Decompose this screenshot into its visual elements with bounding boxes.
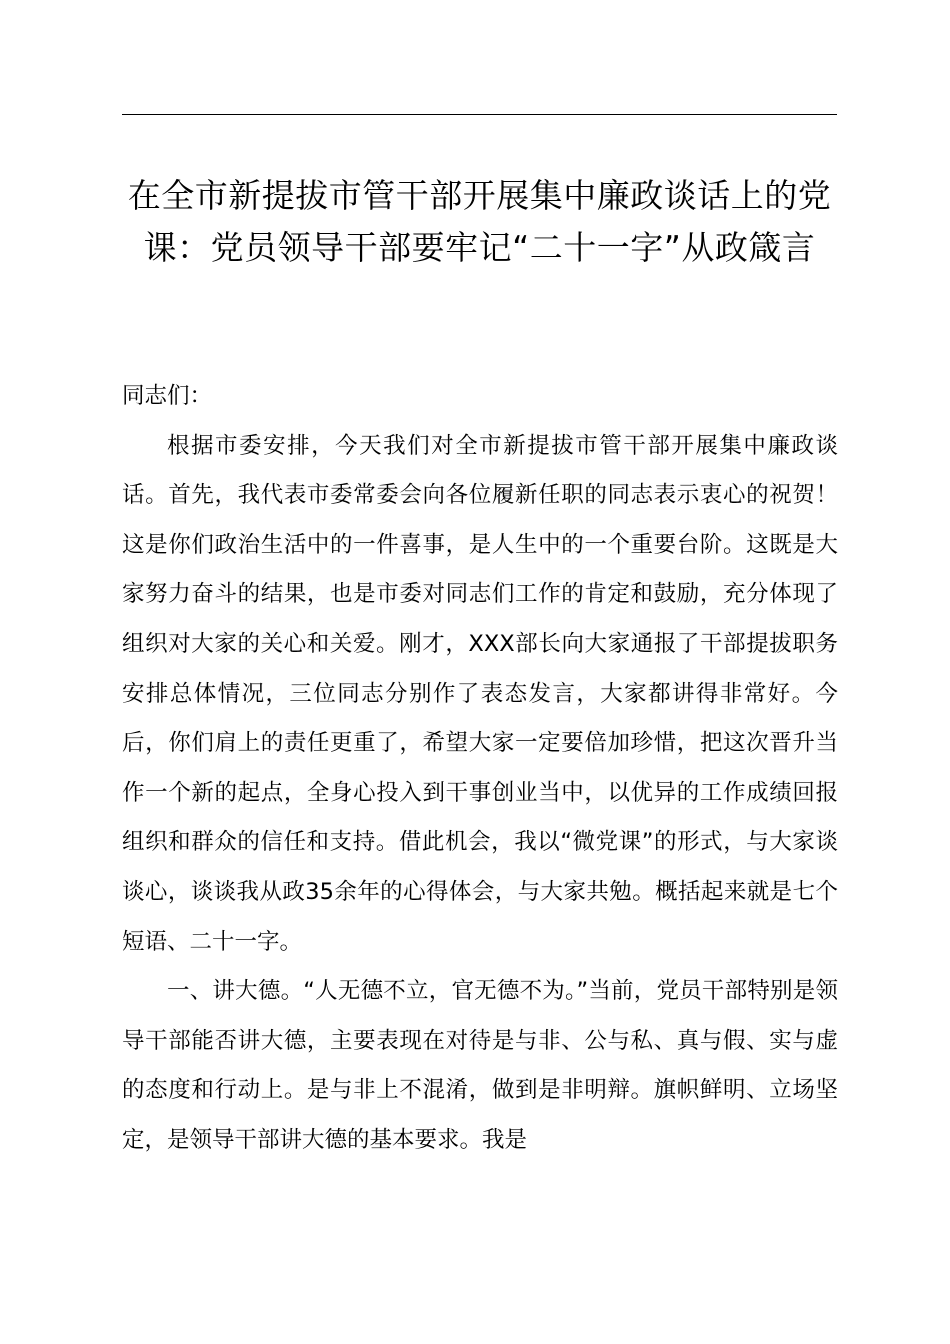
body-paragraph-1: 根据市委安排，今天我们对全市新提拔市管干部开展集中廉政谈话。首先，我代表市委常委会向各位履新任职的同志表示衷心的祝贺！这是你们政治生活中的一件喜事，是人生中的一个重要台阶。这既是大家努力奋斗的结果，也是市委对同志们工作的肯定和鼓励，充分体现了组织对大家的关心和关爱。刚才，XXX部长向大家通报了干部提拔职务安排总体情况，三位同志分别作了表态发言，大家都讲得非常好。今后，你们肩上的责任更重了，希望大家一定要倍加珍惜，把这次晋升当作一个新的起点，全身心投入到干事创业当中，以优异的工作成绩回报组织和群众的信任和支持。借此机会，我以“微党课”的形式，与大家谈谈心，谈谈我从政35余年的心得体会，与大家共勉。概括起来就是七个短语、二十一字。: [122, 432, 838, 955]
document-title: 在全市新提拔市管干部开展集中廉政谈话上的党课：党员领导干部要牢记“二十一字”从政箴言: [127, 176, 832, 267]
salutation: 同志们：: [122, 383, 213, 409]
body-paragraph-2: 一、讲大德。“人无德不立，官无德不为。”当前，党员干部特别是领导干部能否讲大德，主要表现在对待是与非、公与私、真与假、实与虚的态度和行动上。是与非上不混淆，做到是非明辩。旗帜鲜明、立场坚定，是领导干部讲大德的基本要求。我是: [122, 978, 838, 1153]
header-rule: [122, 114, 837, 115]
document-body: [122, 372, 838, 1166]
